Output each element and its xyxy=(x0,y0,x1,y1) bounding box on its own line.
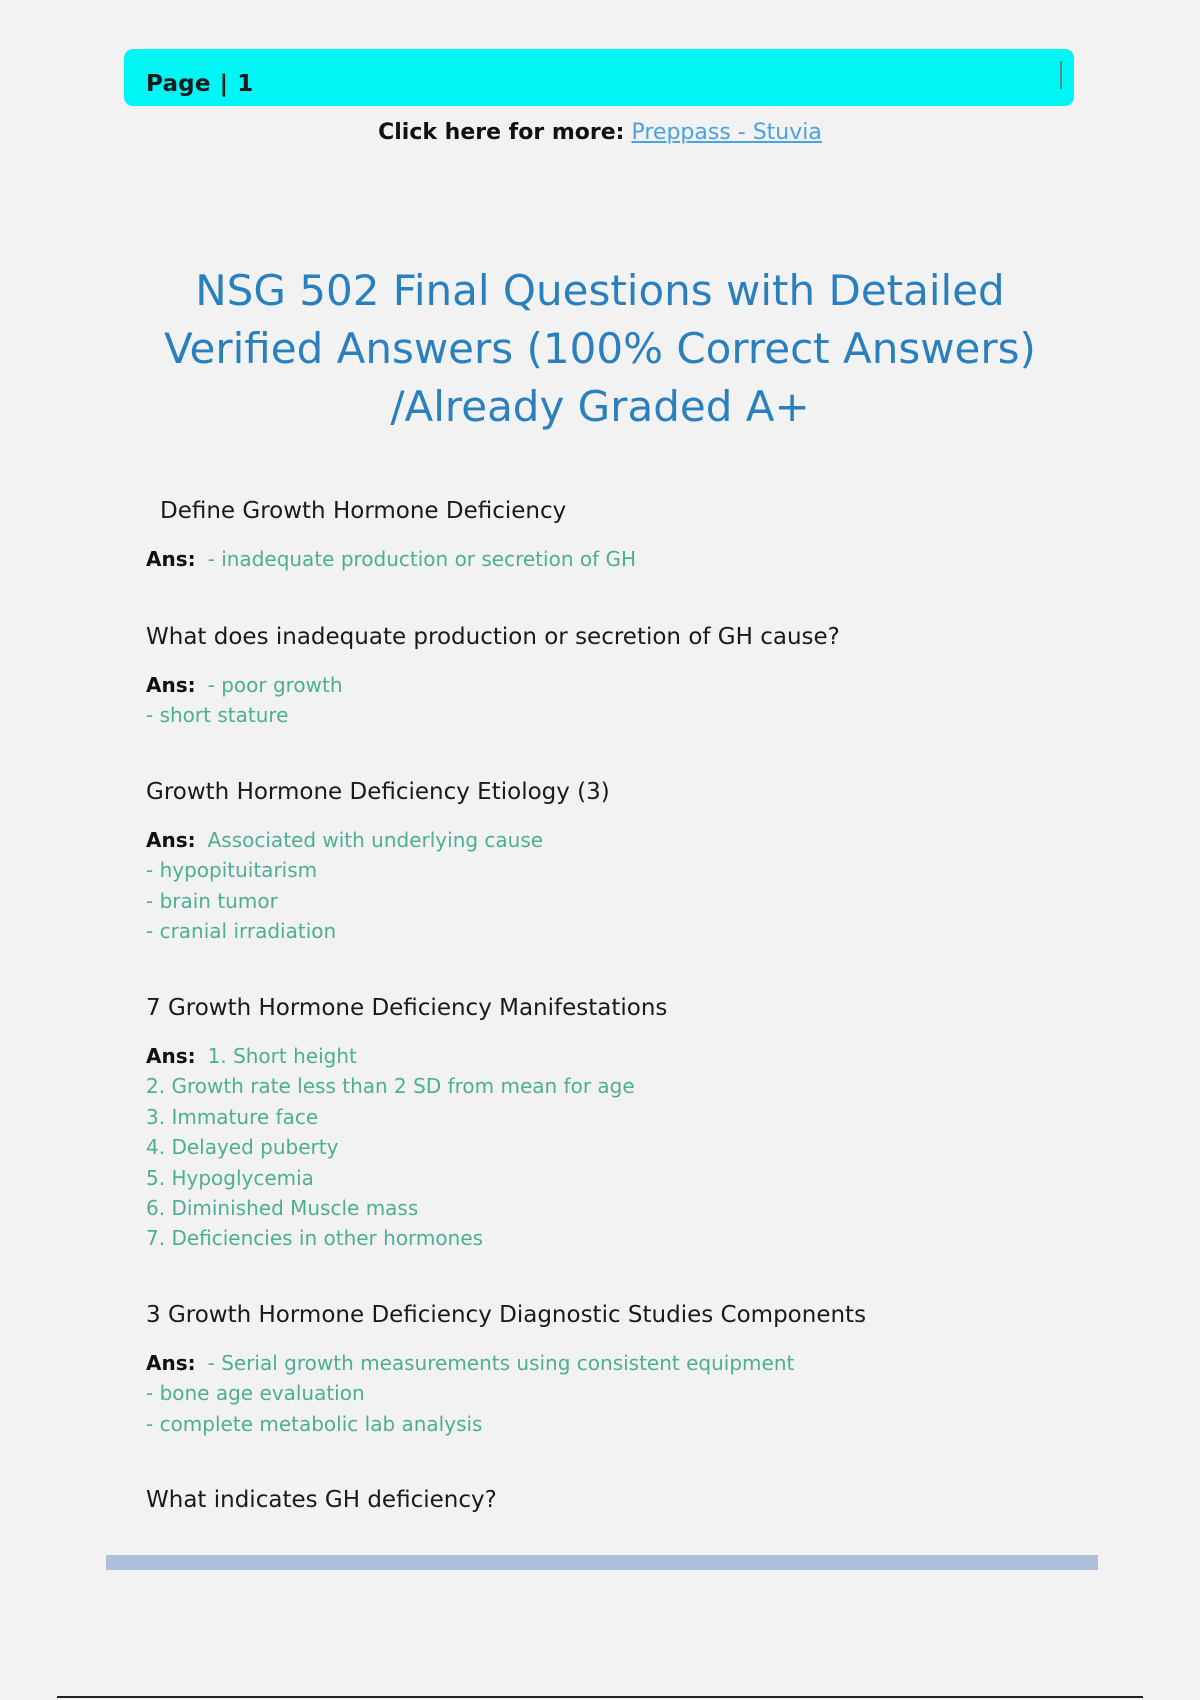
page-word: Page xyxy=(146,71,211,97)
answer-line: - bone age evaluation xyxy=(146,1381,365,1406)
question-text: 3 Growth Hormone Deficiency Diagnostic Studies Components xyxy=(146,1302,867,1328)
page-number: 1 xyxy=(237,71,254,97)
ans-label: Ans: xyxy=(146,828,196,852)
qa-block xyxy=(146,496,1096,574)
answer-block xyxy=(146,825,1096,947)
qa-block xyxy=(146,622,1096,731)
answer-line: 7. Deficiencies in other hormones xyxy=(146,1226,484,1251)
answer-block xyxy=(146,670,1096,731)
answer-block xyxy=(146,1041,1096,1254)
answer-line: 1. Short height xyxy=(207,1044,357,1068)
ans-label: Ans: xyxy=(146,547,196,571)
question-text: What does inadequate production or secretion of GH cause? xyxy=(146,624,840,650)
answer-line: - brain tumor xyxy=(146,888,278,913)
answer-line: - complete metabolic lab analysis xyxy=(146,1411,483,1436)
document-title: NSG 502 Final Questions with Detailed Verified Answers (100% Correct Answers) /Already Graded A+ xyxy=(164,266,1036,431)
answer-line: - Serial growth measurements using consistent equipment xyxy=(207,1351,795,1375)
preppass-stuvia-link[interactable]: Preppass - Stuvia xyxy=(631,120,822,145)
answer-line: Associated with underlying cause xyxy=(207,828,544,852)
question-text: What indicates GH deficiency? xyxy=(146,1487,497,1513)
header-divider-tick xyxy=(1060,61,1062,89)
answer-line: - hypopituitarism xyxy=(146,858,318,883)
answer-block xyxy=(146,1348,1096,1439)
qa-block xyxy=(146,777,1096,947)
answer-block xyxy=(146,544,1096,574)
answer-line: - short stature xyxy=(146,703,289,728)
page-header-bar xyxy=(124,49,1074,106)
more-label: Click here for more: xyxy=(378,120,625,145)
question-text: Growth Hormone Deficiency Etiology (3) xyxy=(146,779,610,805)
answer-line: 2. Growth rate less than 2 SD from mean for age xyxy=(146,1074,635,1099)
footer-bar xyxy=(106,1555,1098,1570)
answer-line: 5. Hypoglycemia xyxy=(146,1165,314,1190)
answer-line: - cranial irradiation xyxy=(146,919,337,944)
answer-line: - inadequate production or secretion of GH xyxy=(207,547,637,571)
ans-label: Ans: xyxy=(146,1044,196,1068)
qa-block xyxy=(146,1300,1096,1439)
bottom-divider xyxy=(57,1696,1143,1698)
qa-block xyxy=(146,993,1096,1254)
question-text: 7 Growth Hormone Deficiency Manifestations xyxy=(146,995,668,1021)
answer-line: 3. Immature face xyxy=(146,1104,319,1129)
answer-line: 6. Diminished Muscle mass xyxy=(146,1196,419,1221)
ans-label: Ans: xyxy=(146,673,196,697)
page-separator: | xyxy=(219,71,229,97)
question-text: Define Growth Hormone Deficiency xyxy=(160,498,567,524)
qa-block xyxy=(146,1485,1096,1533)
more-link-line xyxy=(0,120,1200,145)
answer-line: - poor growth xyxy=(207,673,343,697)
ans-label: Ans: xyxy=(146,1351,196,1375)
answer-line: 4. Delayed puberty xyxy=(146,1135,339,1160)
page-number-label xyxy=(146,71,253,97)
